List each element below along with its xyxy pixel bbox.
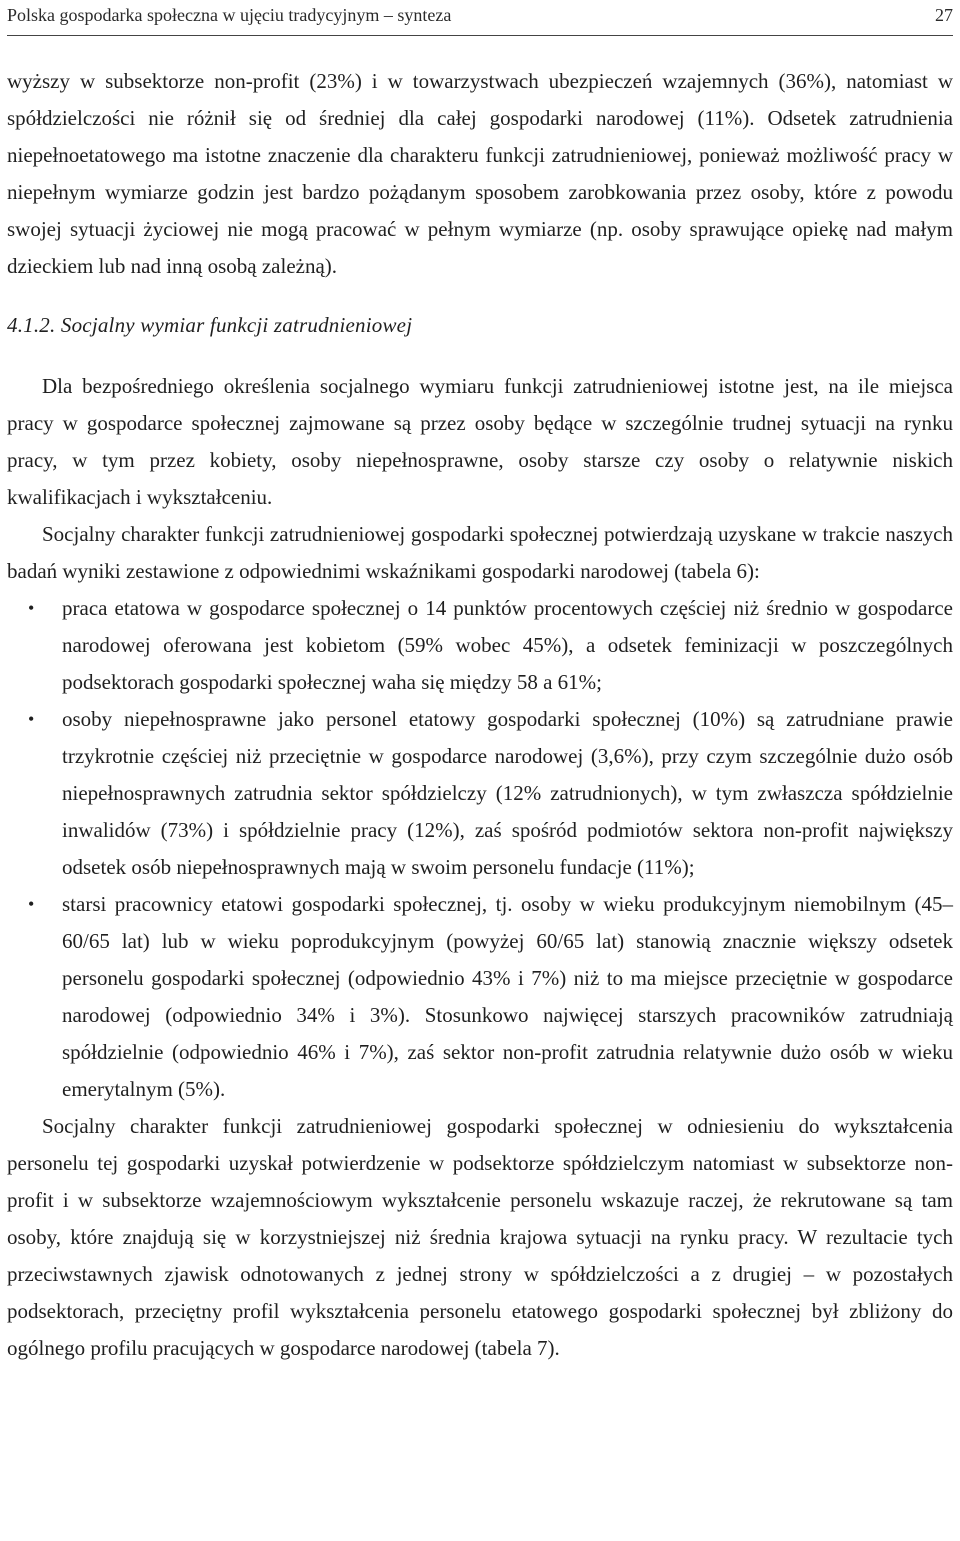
list-item-text: starsi pracownicy etatowi gospodarki społecznej, tj. osoby w wieku produkcyjnym niemobilnym (45–60/65 lat) lub w wieku poprodukcyjnym (powyżej 60/65 lat) stanowią znacznie większy odsetek personelu gospodarki społecznej (odpowiednio 43% i 7%) niż to ma miejsce przeciętnie w gospodarce narodowej (odpowiednio 34% i 3%). Stosunkowo najwięcej starszych pracowników zatrudniają spółdzielnie (odpowiednio 46% i 7%), zaś sektor non-profit zatrudnia relatywnie dużo osób w wieku emerytalnym (5%). <box>62 892 953 1101</box>
list-item <box>28 701 953 886</box>
body-text <box>7 63 953 1367</box>
paragraph-continuation: wyższy w subsektorze non-profit (23%) i w towarzystwach ubezpieczeń wzajemnych (36%), natomiast w spółdzielczości nie różnił się od średniej dla całej gospodarki narodowej (11%). Odsetek zatrudnienia niepełnoetatowego ma istotne znaczenie dla charakteru funkcji zatrudnieniowej, ponieważ możliwość pracy w niepełnym wymiarze godzin jest bardzo pożądanym sposobem zarobkowania przez osoby, które z powodu swojej sytuacji życiowej nie mogą pracować w pełnym wymiarze (np. osoby sprawujące opiekę nad małym dzieckiem lub nad inną osobą zależną). <box>7 69 953 278</box>
list-item <box>28 886 953 1108</box>
page-number: 27 <box>935 5 953 25</box>
list-item-text: osoby niepełnosprawne jako personel etatowy gospodarki społecznej (10%) są zatrudniane prawie trzykrotnie częściej niż przeciętnie w gospodarce narodowej (3,6%), przy czym szczególnie dużo osób niepełnosprawnych zatrudnia sektor spółdzielczy (12% zatrudnionych), w tym zwłaszcza spółdzielnie inwalidów (73%) i spółdzielnie pracy (12%), zaś spośród podmiotów sektora non-profit największy odsetek osób niepełnosprawnych mają w swoim personelu fundacje (11%); <box>62 707 953 879</box>
paragraph: Dla bezpośredniego określenia socjalnego wymiaru funkcji zatrudnieniowej istotne jest, na ile miejsca pracy w gospodarce społecznej zajmowane są przez osoby będące w szczególnie trudnej sytuacji na rynku pracy, w tym przez kobiety, osoby niepełnosprawne, osoby starsze czy osoby o relatywnie niskich kwalifikacjach i wykształceniu. <box>7 374 953 509</box>
header-rule <box>7 35 953 36</box>
bullet-marker: • <box>28 598 35 618</box>
running-header <box>7 3 953 27</box>
list-item <box>28 590 953 701</box>
bullet-list <box>7 590 953 1108</box>
paragraph: Socjalny charakter funkcji zatrudnieniowej gospodarki społecznej w odniesieniu do wykształcenia personelu tej gospodarki uzyskał potwierdzenie w podsektorze spółdzielczym natomiast w subsektorze non-profit i w subsektorze wzajemnościowym wykształcenie personelu wskazuje raczej, że rekrutowane są tam osoby, które znajdują się w korzystniejszej niż średnia krajowa sytuacji na rynku pracy. W rezultacie tych przeciwstawnych zjawisk odnotowanych z jednej strony w spółdzielczości a z drugiej – w pozostałych podsektorach, przeciętny profil wykształcenia personelu etatowego gospodarki społecznej był zbliżony do ogólnego profilu pracujących w gospodarce narodowej (tabela 7). <box>7 1114 953 1360</box>
bullet-marker: • <box>28 709 35 729</box>
list-item-text: praca etatowa w gospodarce społecznej o 14 punktów procentowych częściej niż średnio w gospodarce narodowej oferowana jest kobietom (59% wobec 45%), a odsetek feminizacji w poszczególnych podsektorach gospodarki społecznej waha się między 58 a 61%; <box>62 596 953 694</box>
running-title: Polska gospodarka społeczna w ujęciu tradycyjnym – synteza <box>7 5 452 25</box>
section-heading: 4.1.2. Socjalny wymiar funkcji zatrudnieniowej <box>7 313 413 337</box>
paragraph: Socjalny charakter funkcji zatrudnieniowej gospodarki społecznej potwierdzają uzyskane w trakcie naszych badań wyniki zestawione z odpowiednimi wskaźnikami gospodarki narodowej (tabela 6): <box>7 522 953 583</box>
bullet-marker: • <box>28 894 35 914</box>
